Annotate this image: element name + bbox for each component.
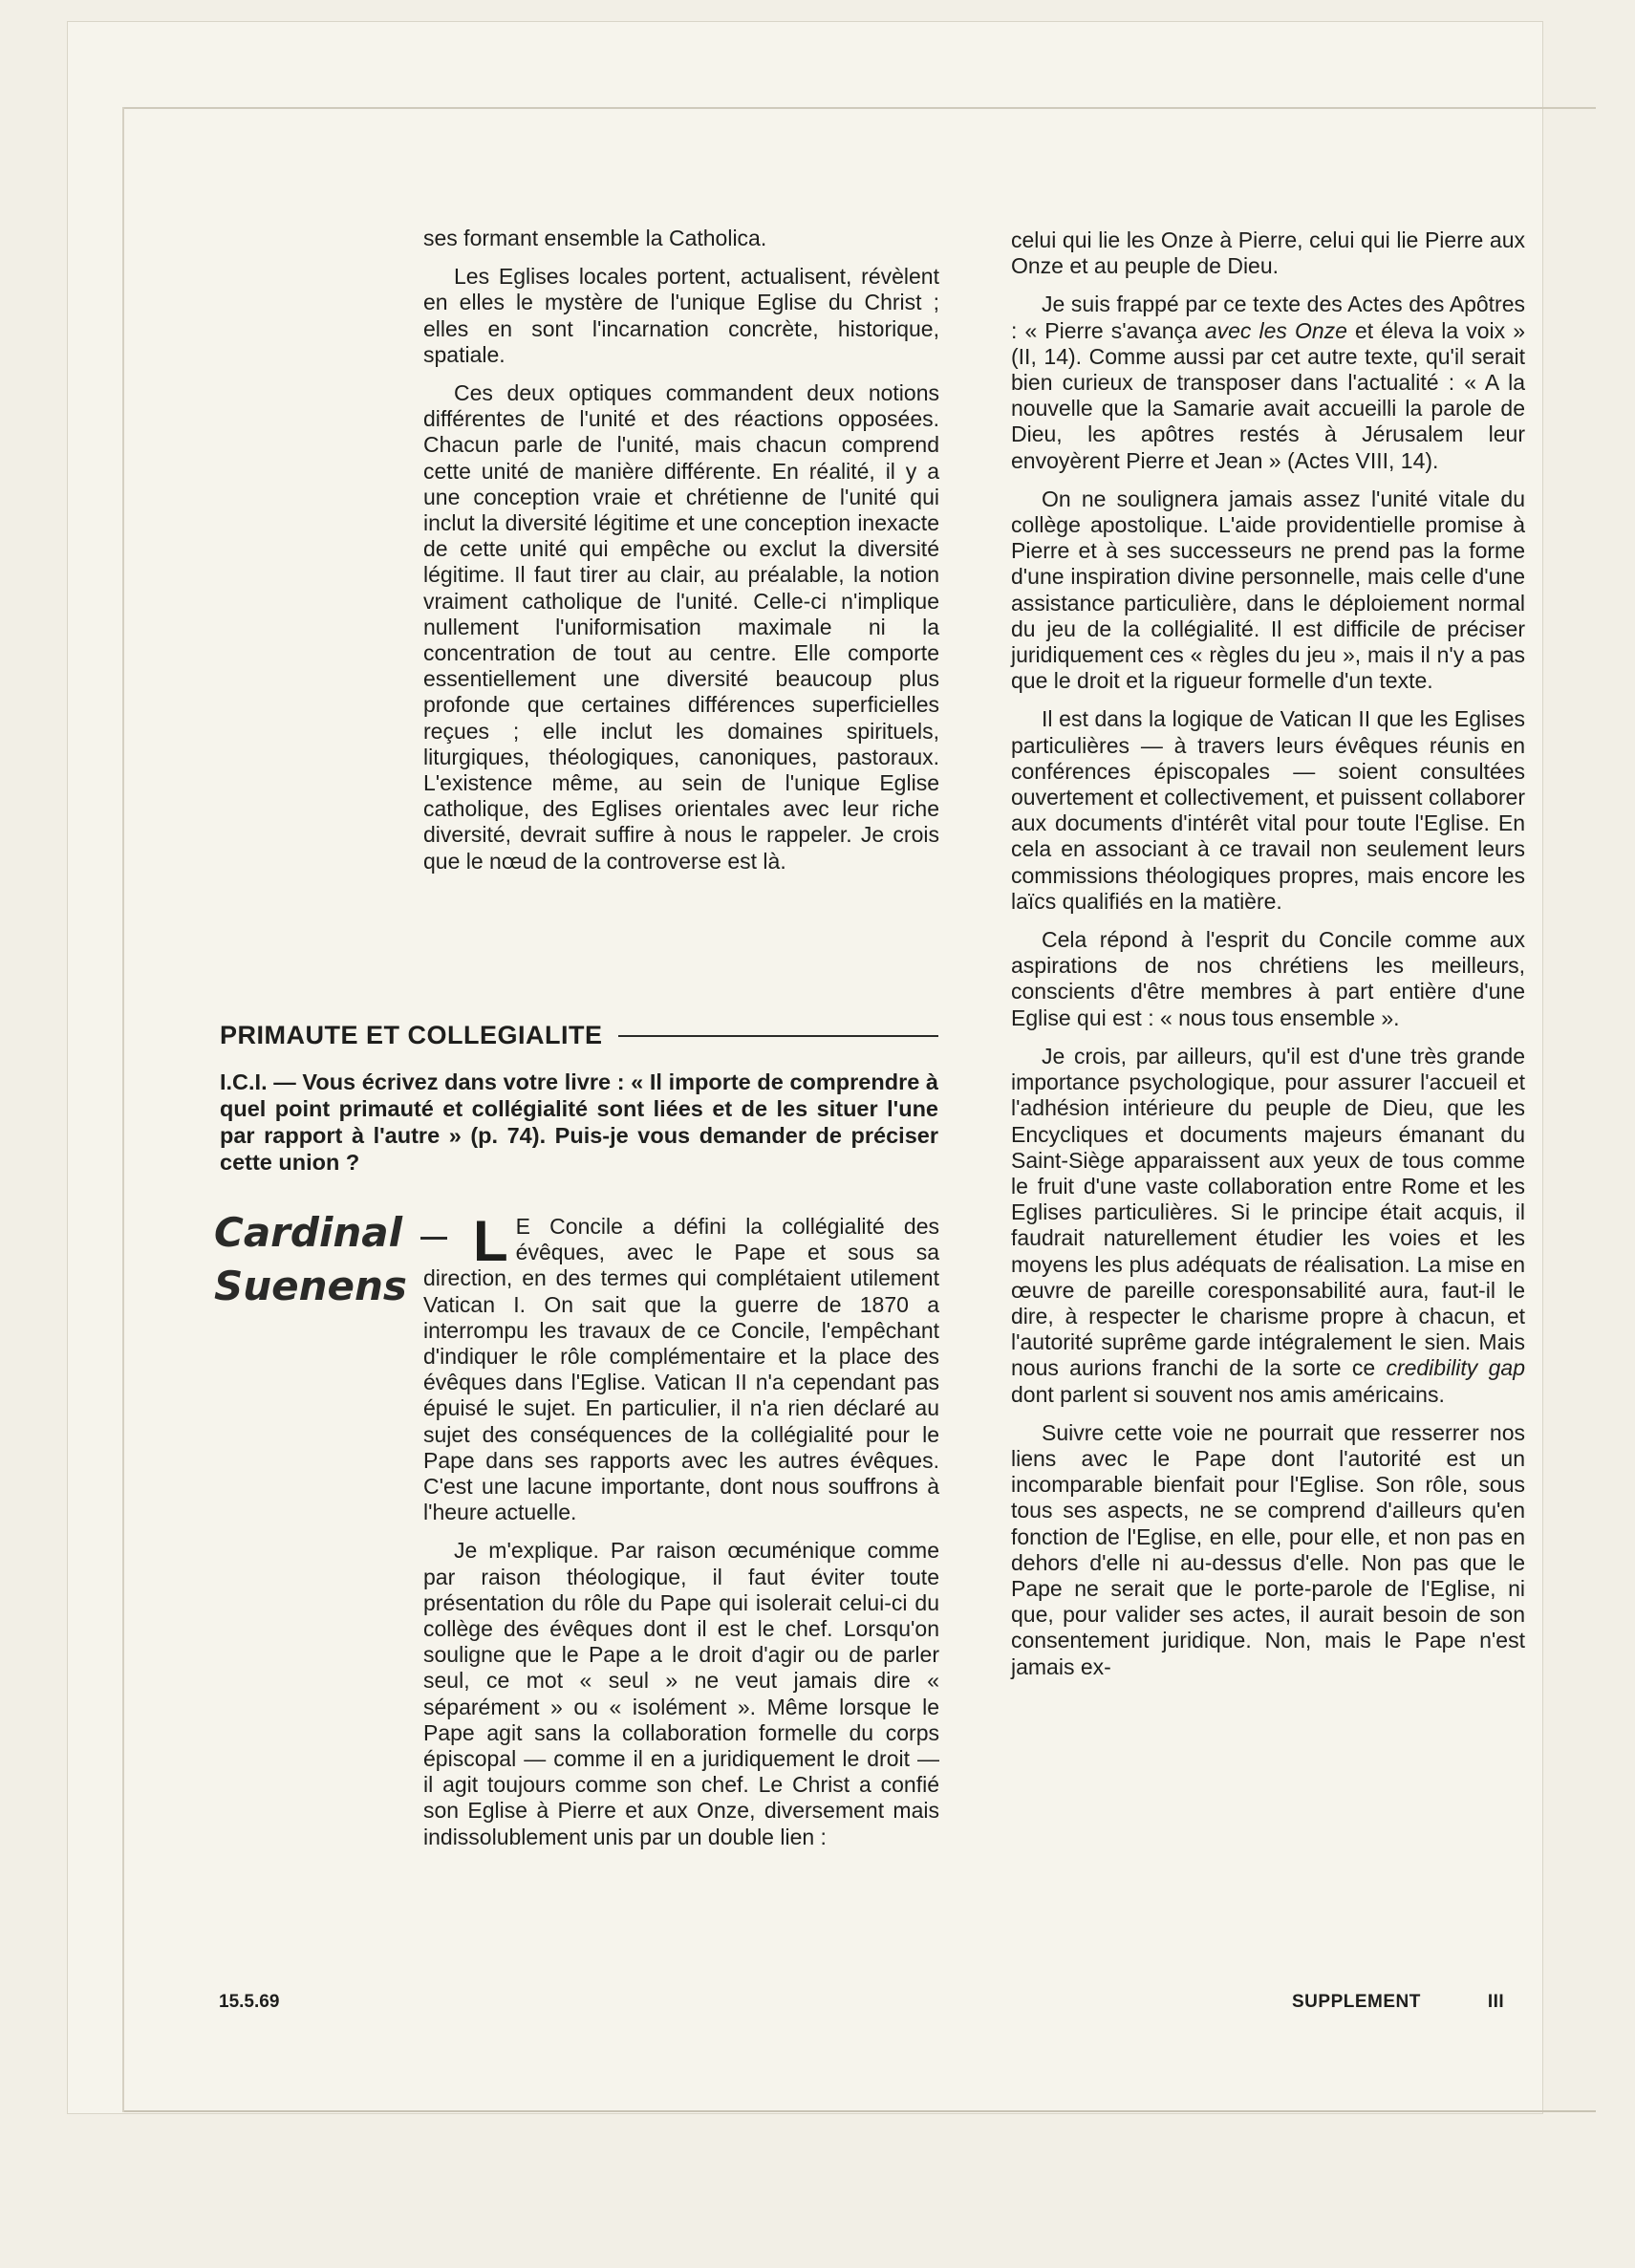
section-heading xyxy=(220,1021,938,1050)
drop-cap: L xyxy=(473,1209,508,1273)
paragraph-text: E Concile a défini la collégialité des évêques, avec le Pape et sous sa direction, en des termes qui complétaient utilement Vatican I. On sait que la guerre de 1870 a interrompu les travaux de ce Concile, l'empêchant d'indiquer le rôle complémentaire et la place des évêques dans l'Eglise. Vatican II n'a cependant pas épuisé le sujet. En particulier, il n'a rien déclaré au sujet des conséquences de la collégialité pour le Pape dans ses rapports avec les autres évêques. C'est une lacune importante, dont nous souffrons à l'heure actuelle. xyxy=(423,1214,939,1525)
italic-text: credibility gap xyxy=(1386,1355,1525,1381)
text-run: et éleva la voix » (II, 14). Comme aussi par cet autre texte, qu'il serait bien curieux de transposer dans l'actualité : « A la nouvelle que la Samarie avait accueilli la parole de Dieu, les apôtres restés à Jérusalem leur envoyèrent Pierre et Jean » (Actes VIII, 14). xyxy=(1011,317,1526,473)
interview-question: I.C.I. — Vous écrivez dans votre livre : « Il importe de comprendre à quel point primauté et collégialité sont liées et de les situer l'une par rapport à l'autre » (p. 74). Puis-je vous demander de préciser cette union ? xyxy=(220,1069,938,1175)
paragraph: Je m'explique. Par raison œcuménique comme par raison théologique, il faut éviter toute présentation du rôle du Pape qui isolerait celui-ci du collège des évêques dont il est le chef. Lorsqu'on souligne que le Pape a le droit d'agir ou de parler seul, ce mot « seul » ne veut jamais dire « séparément » ou « isolément ». Même lorsque le Pape agit sans la collaboration formelle du corps épiscopal — comme il en a juridiquement le droit — il agit toujours comme son chef. Le Christ a confié son Eglise à Pierre et aux Onze, diversement mais indissolublement unis par un double lien : xyxy=(423,1538,939,1849)
supplement-label: SUPPLEMENT xyxy=(1292,1992,1421,2012)
text-run: dont parlent si souvent nos amis américains. xyxy=(1011,1381,1445,1407)
paragraph xyxy=(1011,1044,1525,1408)
speaker-name xyxy=(214,1206,415,1313)
paragraph xyxy=(423,1209,939,1525)
footer-date: 15.5.69 xyxy=(219,1992,280,2012)
paragraph: celui qui lie les Onze à Pierre, celui qui lie Pierre aux Onze et au peuple de Dieu. xyxy=(1011,227,1525,279)
text-run: Je suis frappé par ce texte des Actes des Apôtres : « Pierre s'avança xyxy=(1011,292,1525,343)
paragraph: ses formant ensemble la Catholica. xyxy=(423,226,767,250)
heading-rule xyxy=(618,1035,939,1037)
paragraph: Les Eglises locales portent, actualisent, révèlent en elles le mystère de l'unique Eglise du Christ ; elles en sont l'incarnation concrète, historique, spatiale. xyxy=(423,264,939,367)
text-run: Je crois, par ailleurs, qu'il est d'une très grande importance psychologique, pour assurer l'accueil et l'adhésion intérieure du peuple de Dieu, que les Encycliques et documents majeurs émanant du Saint-Siège apparaissent aux yeux de tous comme le fruit d'une vaste collaboration entre Rome et les Eglises particulières. Si le principe était acquis, il faudrait naturellement étudier les voies et les moyens les plus adéquats de réalisation. La mise en œuvre de pareille coresponsabilité aura, faut-il le dire, à respecter le charisme propre à chacun, et l'autorité suprême garde intégralement le sien. Mais nous aurions franchi de la sorte ce xyxy=(1011,1043,1525,1381)
answer-text xyxy=(423,1209,939,1863)
bottom-rule xyxy=(124,2110,1596,2112)
paragraph: Ces deux optiques commandent deux notions différentes de l'unité et des réactions opposées. Chacun parle de l'unité, mais chacun comprend cette unité de manière différente. En réalité, il y a une conception vraie et chrétienne de l'unité qui inclut la diversité légitime et une conception inexacte de cette unité qui empêche ou exclut la diversité légitime. Il faut tirer au clair, au préalable, la notion vraiment catholique de l'unité. Celle-ci n'implique nullement l'uniformisation maximale ni la concentration de tout au centre. Elle comporte essentiellement une diversité beaucoup plus profonde que certaines différences superficielles reçues ; elle inclut les domaines spirituels, liturgiques, théologiques, canoniques, pastoraux. L'existence même, au sein de l'unique Eglise catholique, des Eglises orientales avec leur riche diversité, devrait suffire à nous le rappeler. Je crois que le nœud de la controverse est là. xyxy=(423,380,939,874)
left-column xyxy=(423,226,939,887)
right-column xyxy=(1011,227,1525,1693)
section-heading-text: PRIMAUTE ET COLLEGIALITE xyxy=(220,1021,603,1049)
paragraph: On ne soulignera jamais assez l'unité vitale du collège apostolique. L'aide providentielle promise à Pierre et à ses successeurs ne prend pas la forme d'une inspiration divine personnelle, mais celle d'une assistance particulière, dans le déploiement normal du jeu de la collégialité. Il est difficile de préciser juridiquement ces « règles du jeu », mais il n'y a pas que le droit et la rigueur formelle d'un texte. xyxy=(1011,486,1525,694)
paragraph: Suivre cette voie ne pourrait que resserrer nos liens avec le Pape dont l'autorité est un incomparable bienfait pour l'Eglise. Son rôle, sous tous ses aspects, ne se comprend d'ailleurs qu'en fonction de l'Eglise, en elle, pour elle, et non pas en dehors d'elle ni au-dessus d'elle. Non pas que le Pape ne serait que le porte-parole de l'Eglise, ni que, pour valider ses actes, il aurait besoin de son consentement juridique. Non, mais le Pape n'est jamais ex- xyxy=(1011,1419,1525,1679)
italic-text: avec les Onze xyxy=(1204,317,1347,343)
paragraph: Cela répond à l'esprit du Concile comme aux aspirations de nos chrétiens les meilleurs, conscients d'être membres à part entière d'une Eglise qui est : « nous tous ensemble ». xyxy=(1011,927,1525,1030)
paragraph: Il est dans la logique de Vatican II que les Eglises particulières — à travers leurs évêques réunis en conférences épiscopales — soient consultées ouvertement et collectivement, et puissent collaborer aux documents d'intérêt vital pour toute l'Eglise. En cela en associant à ce travail non seulement leurs commissions théologiques propres, mais encore les laïcs qualifiés en la matière. xyxy=(1011,706,1525,914)
top-rule xyxy=(124,107,1596,109)
page-number: III xyxy=(1487,1992,1505,2012)
footer-label xyxy=(1292,1992,1504,2013)
left-rule xyxy=(122,107,124,2112)
paragraph xyxy=(1011,292,1525,473)
speaker-line-2: Suenens xyxy=(214,1263,407,1309)
speaker-line-1: Cardinal xyxy=(214,1209,402,1256)
